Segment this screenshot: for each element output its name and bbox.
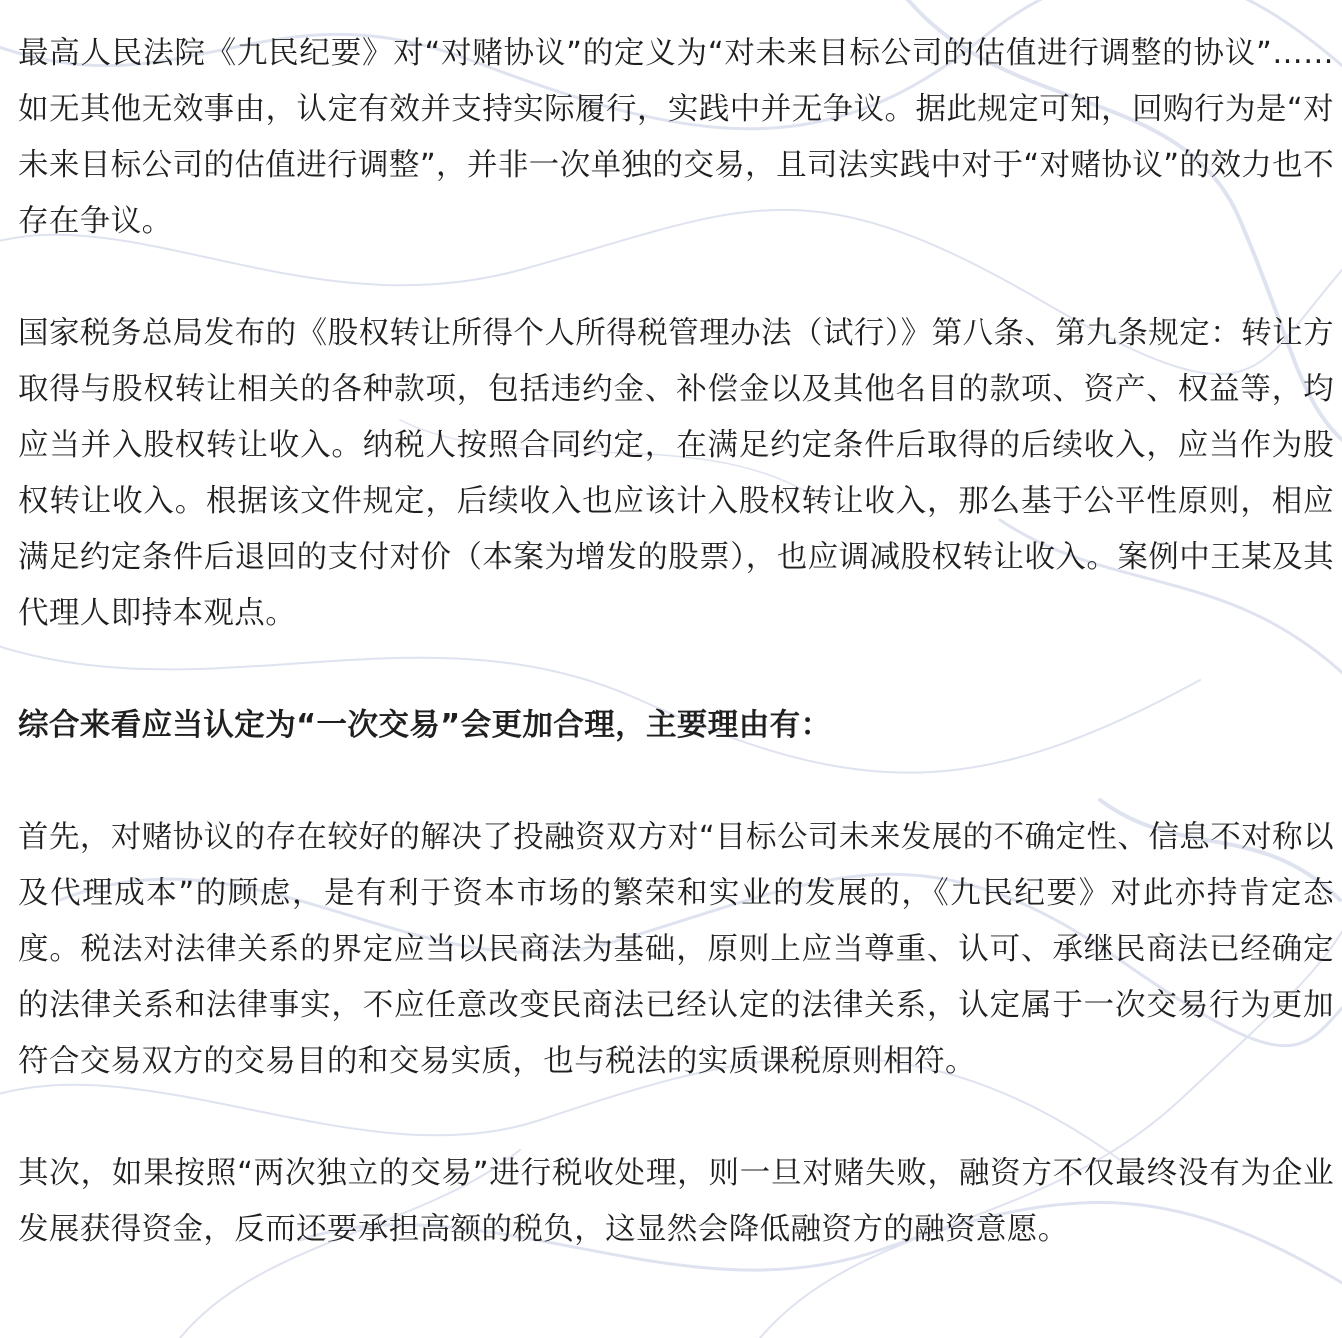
article-body [18, 26, 1334, 1258]
paragraph-vam-definition: 最高人民法院《九民纪要》对“对赌协议”的定义为“对未来目标公司的估值进行调整的协议”……如无其他无效事由，认定有效并支持实际履行，实践中并无争议。据此规定可知，回购行为是“对未来目标公司的估值进行调整”，并非一次单独的交易，且司法实践中对于“对赌协议”的效力也不存在争议。 [18, 36, 1334, 239]
paragraph-conclusion-heading: 综合来看应当认定为“一次交易”会更加合理，主要理由有： [18, 708, 832, 743]
paragraph-tax-regulation: 国家税务总局发布的《股权转让所得个人所得税管理办法（试行）》第八条、第九条规定：转让方取得与股权转让相关的各种款项，包括违约金、补偿金以及其他名目的款项、资产、权益等，均应当并入股权转让收入。纳税人按照合同约定，在满足约定条件后取得的后续收入，应当作为股权转让收入。根据该文件规定，后续收入也应该计入股权转让收入，那么基于公平性原则，相应满足约定条件后退回的支付对价（本案为增发的股票），也应调减股权转让收入。案例中王某及其代理人即持本观点。 [18, 316, 1334, 631]
paragraph-first-reason: 首先，对赌协议的存在较好的解决了投融资双方对“目标公司未来发展的不确定性、信息不对称以及代理成本”的顾虑，是有利于资本市场的繁荣和实业的发展的，《九民纪要》对此亦持肯定态度。税法对法律关系的界定应当以民商法为基础，原则上应当尊重、认可、承继民商法已经确定的法律关系和法律事实，不应任意改变民商法已经认定的法律关系，认定属于一次交易行为更加符合交易双方的交易目的和交易实质，也与税法的实质课税原则相符。 [18, 820, 1334, 1079]
paragraph-second-reason: 其次，如果按照“两次独立的交易”进行税收处理，则一旦对赌失败，融资方不仅最终没有为企业发展获得资金，反而还要承担高额的税负，这显然会降低融资方的融资意愿。 [18, 1156, 1334, 1247]
